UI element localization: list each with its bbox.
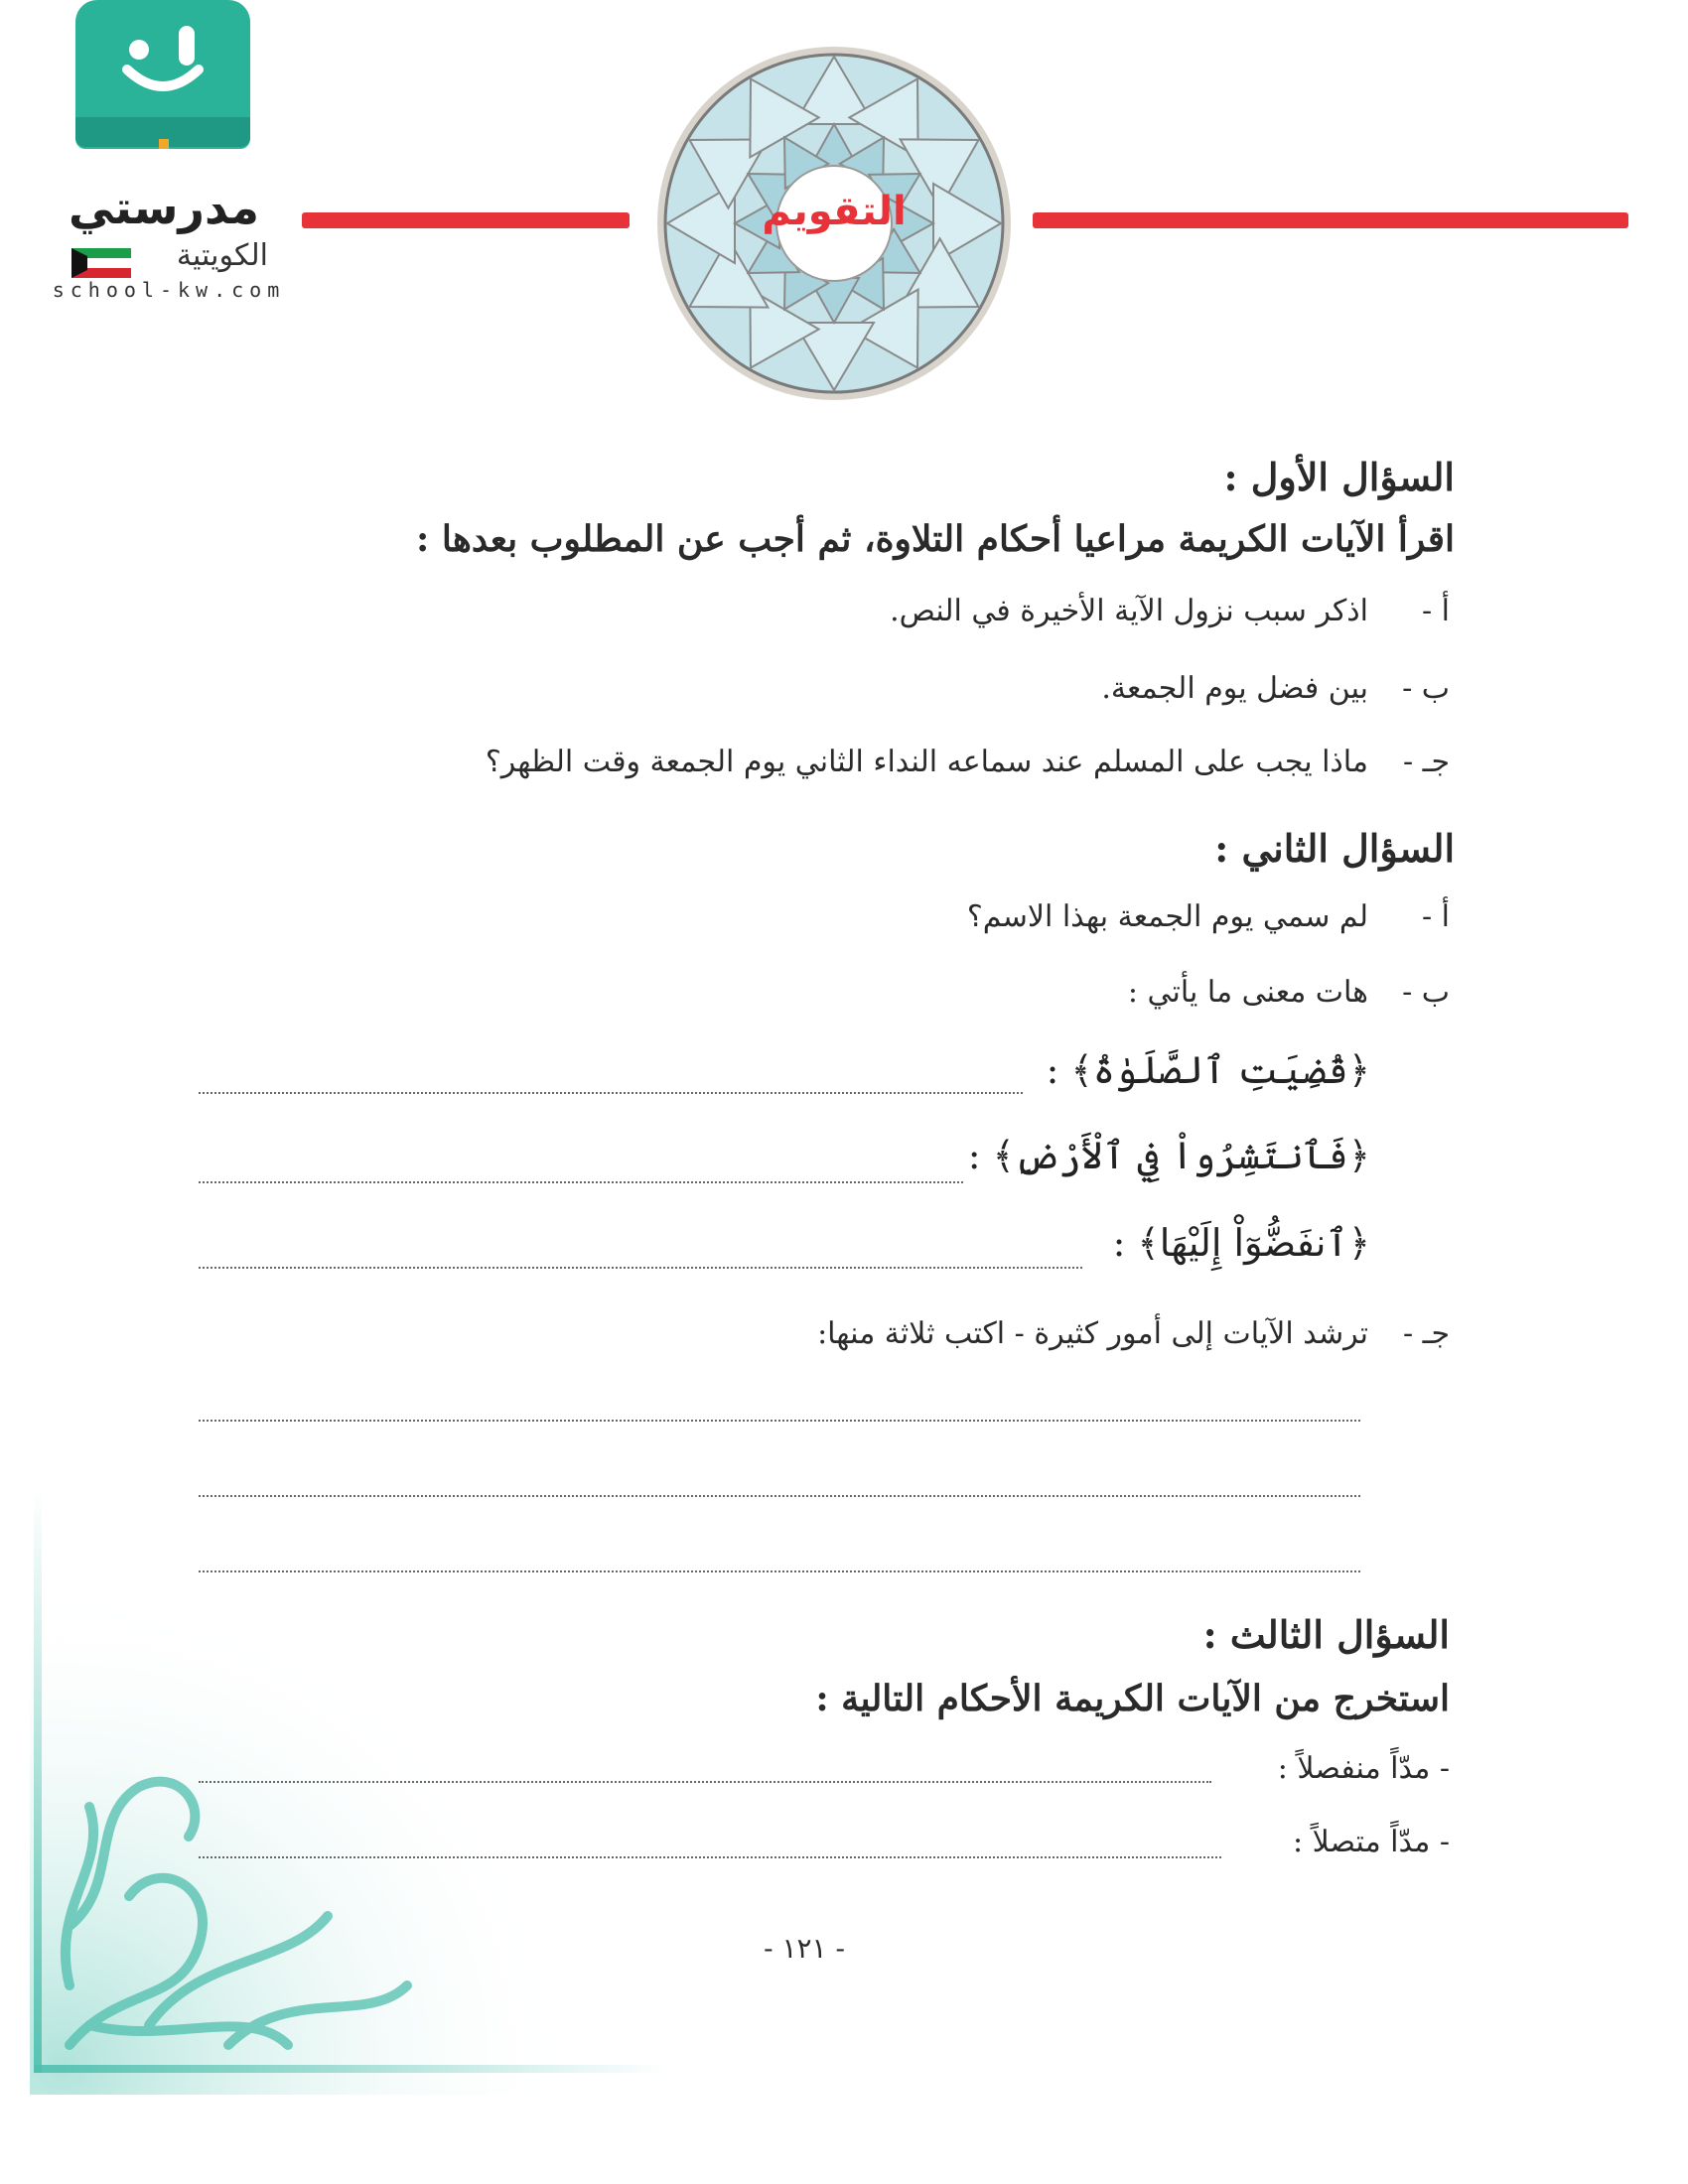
q1-item-b-letter: ب - <box>1402 671 1450 706</box>
logo <box>20 0 308 308</box>
q2-item-b: هات معنى ما يأتي : <box>1127 975 1368 1010</box>
logo-name: مدرستي <box>68 181 260 234</box>
verse-3: ﴿ٱنفَضُّوٓاْ إِلَيْهَا﴾ : <box>1112 1221 1370 1265</box>
answer-line[interactable] <box>199 1092 1023 1094</box>
q3-title: السؤال الثالث : <box>1202 1612 1450 1657</box>
q1-instruction: اقرأ الآيات الكريمة مراعيا أحكام التلاوة، ثم أجب عن المطلوب بعدها : <box>416 518 1455 560</box>
book-icon <box>75 0 250 149</box>
q1-title: السؤال الأول : <box>1223 455 1455 499</box>
q2-title: السؤال الثاني : <box>1214 826 1455 871</box>
q3-item-separated: - مدّاً منفصلاً : <box>1277 1751 1450 1786</box>
kuwait-flag-icon <box>71 248 131 278</box>
q1-item-c-letter: جـ - <box>1402 745 1450 779</box>
logo-subtitle: الكويتية <box>176 238 268 273</box>
header-bar-right <box>1033 212 1628 228</box>
q2-item-a-letter: أ - <box>1421 899 1450 934</box>
q2-item-a: لم سمي يوم الجمعة بهذا الاسم؟ <box>966 899 1368 934</box>
q2-item-b-letter: ب - <box>1402 975 1450 1010</box>
q3-instruction: استخرج من الآيات الكريمة الأحكام التالية : <box>815 1678 1450 1719</box>
answer-line[interactable] <box>199 1420 1360 1422</box>
logo-url: school-kw.com <box>52 278 286 302</box>
corner-ornament <box>30 1489 675 2095</box>
q1-item-b: بين فضل يوم الجمعة. <box>1101 671 1368 706</box>
q1-item-a: اذكر سبب نزول الآية الأخيرة في النص. <box>890 594 1368 628</box>
page-number: - ١٢١ - <box>764 1932 845 1965</box>
verse-2: ﴿فَٱنتَشِرُواْ فِي ٱلْأَرْضِ﴾ : <box>967 1134 1370 1177</box>
answer-line[interactable] <box>199 1181 963 1183</box>
q2-item-c: ترشد الآيات إلى أمور كثيرة - اكتب ثلاثة منها: <box>817 1316 1368 1351</box>
verse-1: ﴿قُضِيَتِ ٱلصَّلَوٰةُ﴾ : <box>1046 1048 1370 1092</box>
q2-item-c-letter: جـ - <box>1402 1316 1450 1351</box>
q1-item-a-letter: أ - <box>1421 594 1450 628</box>
header-bar-left <box>302 212 630 228</box>
answer-line[interactable] <box>199 1267 1082 1269</box>
section-title: التقويم <box>762 189 907 234</box>
answer-line[interactable] <box>199 1856 1221 1858</box>
q1-item-c: ماذا يجب على المسلم عند سماعه النداء الثاني يوم الجمعة وقت الظهر؟ <box>485 745 1368 779</box>
answer-line[interactable] <box>199 1781 1211 1783</box>
q3-item-connected: - مدّاً متصلاً : <box>1292 1825 1450 1859</box>
